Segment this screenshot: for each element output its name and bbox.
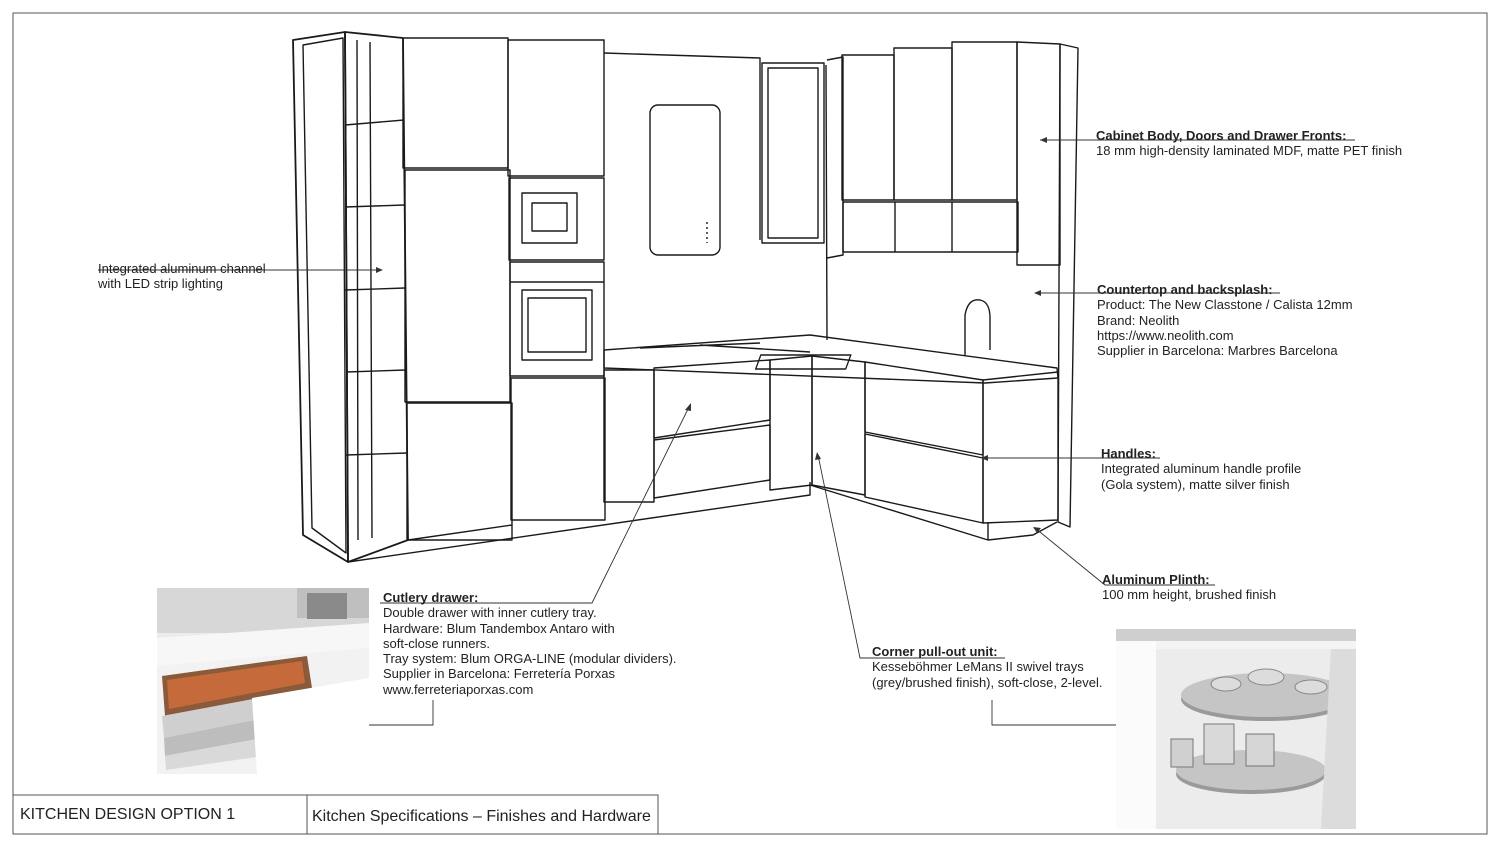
cutlery-annotation (383, 590, 677, 697)
handles-line-1: Integrated aluminum handle profile (1101, 461, 1302, 477)
countertop-line-4: Supplier in Barcelona: Marbres Barcelona (1097, 343, 1338, 359)
cutlery-line-6: www.ferreteriaporxas.com (383, 681, 534, 697)
led-channel-line-1: Integrated aluminum channel (98, 261, 266, 276)
leader-arrowheads (376, 137, 1047, 533)
handles-heading: Handles: (1101, 446, 1156, 461)
cutlery-line-4: Tray system: Blum ORGA-LINE (modular dividers). (383, 651, 677, 667)
corner-unit-line-2: (grey/brushed finish), soft-close, 2-level. (872, 674, 1103, 690)
cutlery-drawer-photo (157, 588, 369, 774)
countertop-line-1: Product: The New Classtone / Calista 12mm (1097, 297, 1353, 313)
countertop-annotation (1097, 282, 1353, 358)
handles-line-2: (Gola system), matte silver finish (1101, 476, 1290, 492)
plinth-annotation (1102, 572, 1276, 603)
led-channel-line-2: with LED strip lighting (98, 276, 223, 292)
led-channel-annotation (98, 261, 266, 292)
countertop-heading: Countertop and backsplash: (1097, 282, 1273, 297)
project-title: KITCHEN DESIGN OPTION 1 (20, 806, 236, 823)
cabinet-body-annotation (1096, 128, 1402, 159)
cutlery-line-2: Hardware: Blum Tandembox Antaro with (383, 620, 615, 636)
handles-annotation (1101, 446, 1301, 492)
cutlery-line-5: Supplier in Barcelona: Ferretería Porxas (383, 666, 615, 682)
sheet-title: Kitchen Specifications – Finishes and Hardware (312, 808, 651, 825)
cabinet-body-line-1: 18 mm high-density laminated MDF, matte PET finish (1096, 143, 1403, 159)
countertop-line-2: Brand: Neolith (1097, 312, 1180, 328)
cabinet-body-heading: Cabinet Body, Doors and Drawer Fronts: (1096, 128, 1347, 143)
corner-unit-annotation (872, 644, 1102, 690)
plinth-heading: Aluminum Plinth: (1102, 572, 1210, 587)
corner-unit-photo (1116, 629, 1356, 829)
plinth-line-1: 100 mm height, brushed finish (1102, 587, 1277, 603)
cutlery-line-1: Double drawer with inner cutlery tray. (383, 605, 597, 621)
corner-unit-heading: Corner pull-out unit: (872, 644, 998, 659)
cutlery-heading: Cutlery drawer: (383, 590, 479, 605)
cutlery-line-3: soft-close runners. (383, 635, 490, 651)
corner-unit-line-1: Kesseböhmer LeMans II swivel trays (872, 659, 1084, 675)
kitchen-linework (293, 32, 1078, 562)
countertop-line-3: https://www.neolith.com (1097, 327, 1234, 343)
